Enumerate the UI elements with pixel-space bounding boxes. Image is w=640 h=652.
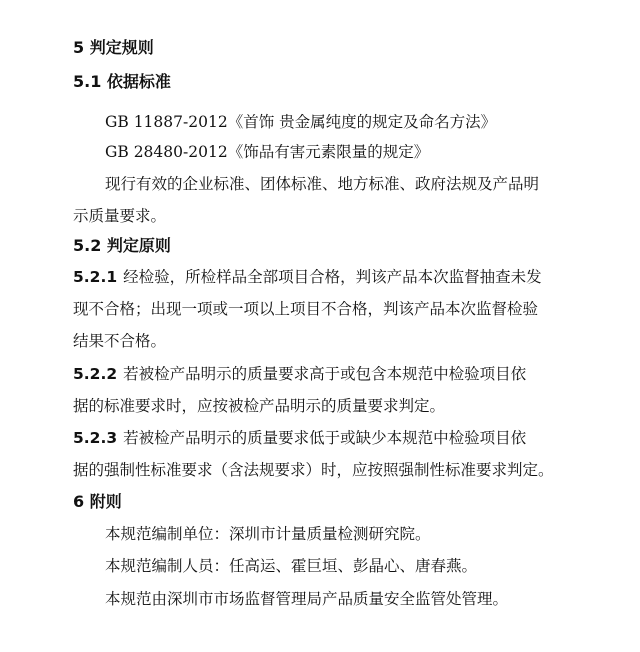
appendix-line: 本规范由深圳市市场监督管理局产品质量安全监管处管理。: [105, 590, 509, 608]
clause-line: 结果不合格。: [73, 332, 167, 350]
clause-number: 5.2.3: [73, 429, 118, 447]
section-5-2-heading: 5.2 判定原则: [73, 236, 171, 255]
section-5-heading: 5 判定规则: [73, 38, 154, 57]
clause-text: 若被检产品明示的质量要求低于或缺少本规范中检验项目依: [123, 429, 527, 447]
paragraph-line: 现行有效的企业标准、团体标准、地方标准、政府法规及产品明: [105, 175, 540, 193]
appendix-line: 本规范编制人员：任高运、霍巨垣、彭晶心、唐春燕。: [105, 557, 478, 575]
section-5-1-heading: 5.1 依据标准: [73, 72, 171, 91]
clause-5-2-2-line: [73, 364, 526, 384]
clause-line: 现不合格；出现一项或一项以上项目不合格，判该产品本次监督检验: [73, 300, 539, 318]
clause-line: 据的标准要求时，应按被检产品明示的质量要求判定。: [73, 397, 446, 415]
paragraph-line: 示质量要求。: [73, 207, 167, 225]
clause-number: 5.2.1: [73, 268, 118, 286]
appendix-line: 本规范编制单位：深圳市计量质量检测研究院。: [105, 525, 431, 543]
clause-line: 据的强制性标准要求（含法规要求）时，应按照强制性标准要求判定。: [73, 461, 554, 479]
clause-5-2-1-line: [73, 267, 542, 287]
standard-item: GB 28480-2012《饰品有害元素限量的规定》: [105, 143, 430, 161]
clause-number: 5.2.2: [73, 365, 118, 383]
clause-text: 若被检产品明示的质量要求高于或包含本规范中检验项目依: [123, 365, 527, 383]
clause-text: 经检验，所检样品全部项目合格，判该产品本次监督抽查未发: [123, 268, 542, 286]
clause-5-2-3-line: [73, 428, 526, 448]
section-6-heading: 6 附则: [73, 492, 122, 511]
standard-item: GB 11887-2012《首饰 贵金属纯度的规定及命名方法》: [105, 113, 497, 131]
